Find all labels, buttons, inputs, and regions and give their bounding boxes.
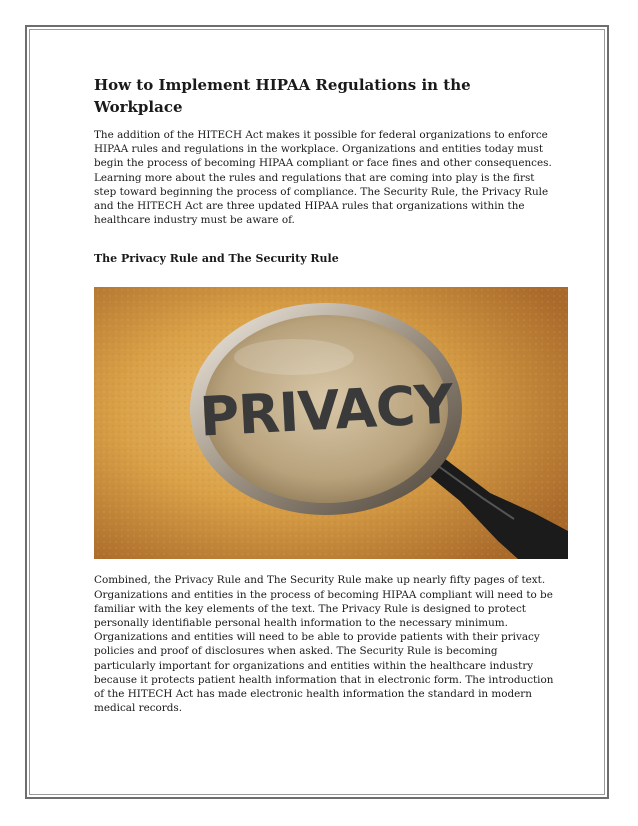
document-body [94, 74, 554, 715]
body-paragraph: Combined, the Privacy Rule and The Security Rule make up nearly fifty pages of text. Organizations and entities in the process of becoming HIPAA compliant will need to be familiar with the key elements of the text. The Privacy Rule is designed to protect personally identifiable personal health information to the necessary minimum. Organizations and entities will need to be able to provide patients with their privacy policies and proof of disclosures when asked. The Security Rule is becoming particularly important for organizations and entities within the healthcare industry because it protects patient health information that in electronic form. The introduction of the HITECH Act has made electronic health information the standard in modern medical records. [94, 574, 554, 715]
intro-paragraph: The addition of the HITECH Act makes it possible for federal organizations to enforce HIPAA rules and regulations in the workplace. Organizations and entities today must begin the process of becoming HIPAA compliant or face fines and other consequences. Learning more about the rules and regulations that are coming into play is the first step toward beginning the process of compliance. The Security Rule, the Privacy Rule and the HITECH Act are three updated HIPAA rules that organizations within the healthcare industry must be aware of. [94, 129, 552, 227]
privacy-image [94, 287, 568, 559]
section-heading: The Privacy Rule and The Security Rule [94, 252, 339, 266]
page-title: How to Implement HIPAA Regulations in the Workplace [94, 76, 471, 116]
lens-word: PRIVACY [198, 372, 455, 449]
magnifying-glass-illustration [94, 287, 568, 559]
